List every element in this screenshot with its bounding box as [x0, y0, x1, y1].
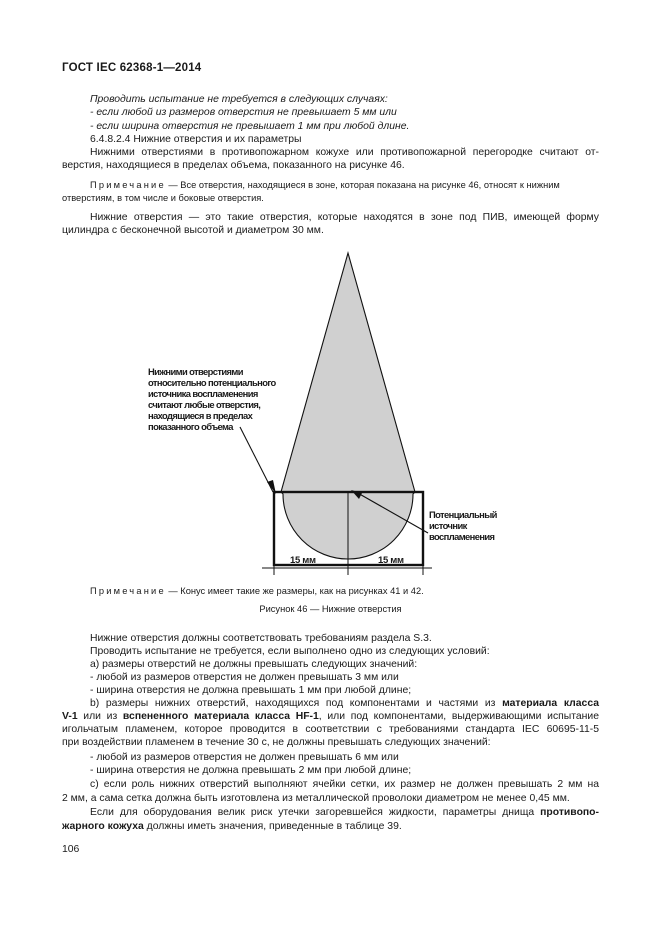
dimension-label-right: 15 мм [378, 555, 404, 566]
label-line: воспламенения [429, 531, 495, 542]
note-text: — Конус имеет такие же размеры, как на рисунках 41 и 42. [165, 586, 424, 596]
italic-line: - если любой из размеров отверстия не превышает 5 мм или [90, 107, 397, 118]
italic-line: Проводить испытание не требуется в следующих случаях: [90, 94, 388, 105]
label-line: показанного объема [148, 421, 233, 432]
note-text: — Все отверстия, находящиеся в зоне, которая показана на рисунке 46, относят к нижним [165, 180, 560, 190]
paragraph-line: при воздействии пламенем в течение 30 с, не должны превышать следующих значений: [62, 737, 491, 748]
paragraph-line: верстия, находящиеся в пределах объема, показанного на рисунке 46. [62, 160, 405, 171]
dimension-label-left: 15 мм [290, 555, 316, 566]
list-item: - любой из размеров отверстия не должен превышать 3 мм или [90, 672, 399, 683]
figure-caption: Рисунок 46 — Нижние отверстия [259, 604, 402, 614]
paragraph-line: Нижними отверстиями в противопожарном кожухе или противопожарной перегородке считают от- [90, 147, 599, 158]
label-line: Нижними отверстиями [148, 366, 243, 377]
label-line: Потенциальный [429, 509, 497, 520]
figure-label-lower-openings [148, 366, 276, 432]
text-run: b) размеры нижних отверстий, находящихся под компонентами и частями из [90, 698, 503, 709]
text-run: Если для оборудования велик риск утечки загоревшейся жидкости, параметры днища [90, 807, 541, 818]
paragraph-line [62, 820, 402, 833]
note-label: Примечание [90, 180, 166, 190]
figure-note [90, 585, 424, 598]
list-item: - ширина отверстия не должна превышать 1 мм при любой длине; [90, 685, 412, 696]
paragraph-line: a) размеры отверстий не должны превышать следующих значений: [90, 659, 418, 670]
list-item: - любой из размеров отверстия не должен превышать 6 мм или [90, 752, 399, 763]
italic-line: - если ширина отверстия не превышает 1 мм при любой длине. [90, 121, 410, 132]
label-line: находящиеся в пределах [148, 410, 253, 421]
text-run: или из [77, 711, 123, 722]
section-heading: 6.4.8.2.4 Нижние отверстия и их параметры [90, 134, 302, 145]
text-run: , или под компонентами, выдерживающими испытание [318, 711, 600, 722]
document-header: ГОСТ IEC 62368-1—2014 [62, 62, 202, 74]
paragraph-line: игольчатым пламенем, которое проводится в соответствии с требованиями стандарта IEC 60695-11-5 [62, 724, 599, 735]
label-line: считают любые отверстия, [148, 399, 261, 410]
paragraph-line: c) если роль нижних отверстий выполняют ячейки сетки, их размер не должен превышать 2 мм на [90, 779, 599, 790]
paragraph-line [90, 697, 599, 710]
label-line: относительно потенциального [148, 377, 276, 388]
list-item: - ширина отверстия не должна превышать 2 мм при любой длине; [90, 765, 412, 776]
label-line: источник [429, 520, 467, 531]
page-number: 106 [62, 844, 80, 855]
bold-term: вспененного материала класса HF-1 [122, 711, 319, 722]
paragraph-line: 2 мм, а сама сетка должна быть изготовлена из металлической проволоки диаметром не менее 0,45 мм. [62, 793, 570, 804]
figure-label-ignition-source [429, 509, 497, 542]
paragraph-line [62, 710, 599, 723]
text-run: должны иметь значения, приведенные в таблице 39. [143, 821, 402, 832]
arrowhead-left [267, 480, 276, 494]
bold-term: материала класса [502, 698, 600, 709]
bold-term: противопо- [540, 807, 599, 818]
label-line: источника воспламенения [148, 388, 258, 399]
note-line: отверстиям, в том числе и боковые отверстия. [62, 193, 264, 203]
bold-term: жарного кожуха [62, 821, 144, 832]
bold-term: V-1 [62, 711, 78, 722]
paragraph-line: цилиндра с бесконечной высотой и диаметром 30 мм. [62, 225, 324, 236]
paragraph-line [90, 806, 599, 819]
paragraph-line: Нижние отверстия должны соответствовать требованиям раздела S.3. [90, 633, 432, 644]
paragraph-line: Нижние отверстия — это такие отверстия, которые находятся в зоне под ПИВ, имеющей форму [90, 212, 599, 223]
note-label: Примечание [90, 586, 166, 596]
paragraph-line: Проводить испытание не требуется, если выполнено одно из следующих условий: [90, 646, 490, 657]
